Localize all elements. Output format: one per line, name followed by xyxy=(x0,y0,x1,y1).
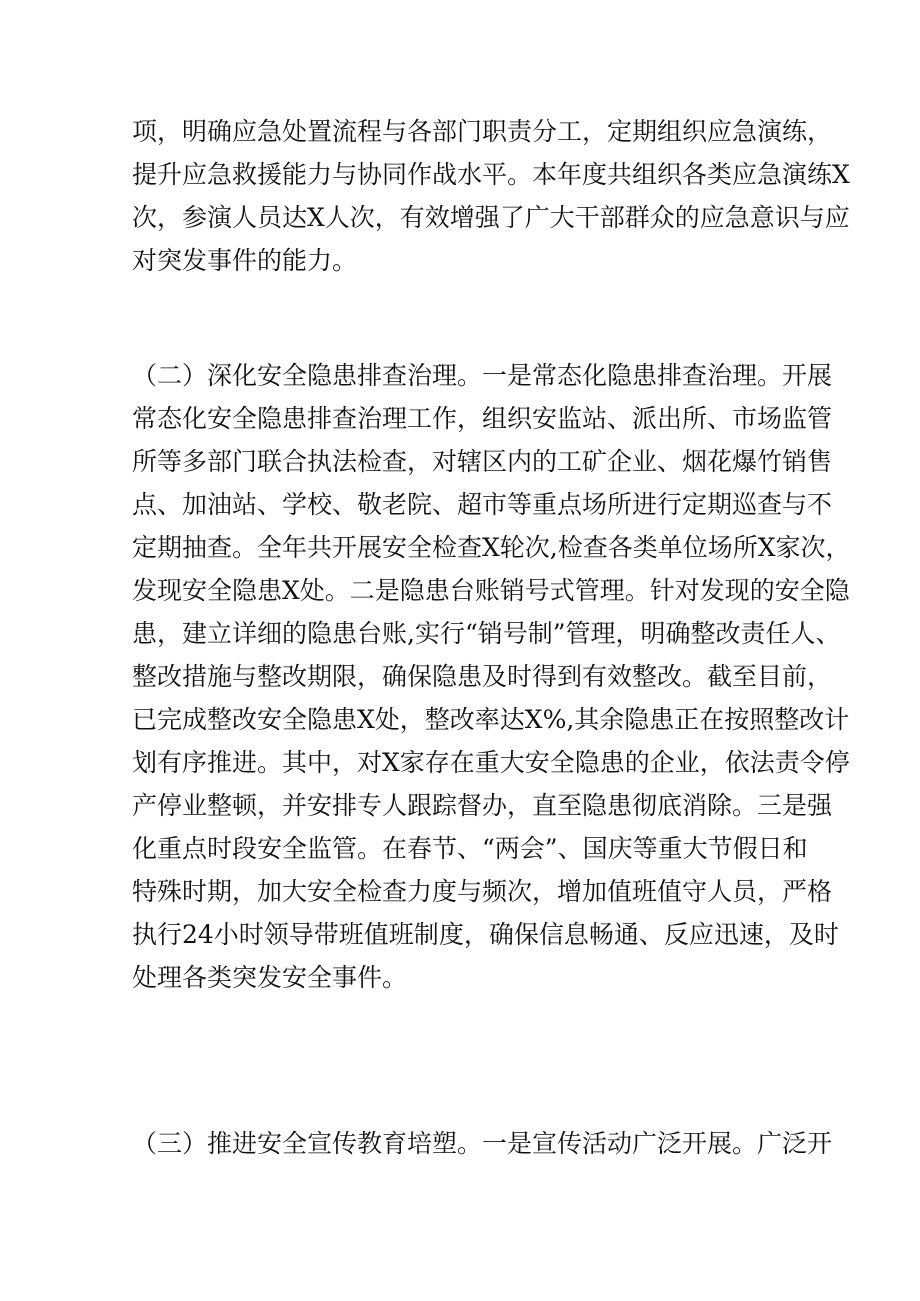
text-line: 整改措施与整改期限，确保隐患及时得到有效整改。截至目前， xyxy=(132,662,833,691)
text-line: 项，明确应急处置流程与各部门职责分工，定期组织应急演练， xyxy=(132,117,833,146)
paragraph-emergency-drills xyxy=(132,110,850,282)
text-line: 发现安全隐患X处。二是隐患台账销号式管理。针对发现的安全隐 xyxy=(132,576,850,605)
text-line: 对突发事件的能力。 xyxy=(132,246,358,275)
text-line: 执行24小时领导带班值班制度，确保信息畅通、反应迅速，及时 xyxy=(132,920,839,949)
text-line: 常态化安全隐患排查治理工作，组织安监站、派出所、市场监管 xyxy=(132,404,833,433)
text-line: 特殊时期，加大安全检查力度与频次，增加值班值守人员，严格 xyxy=(132,877,833,906)
text-line: 所等多部门联合执法检查，对辖区内的工矿企业、烟花爆竹销售 xyxy=(132,447,833,476)
text-line: （三）推进安全宣传教育培塑。一是宣传活动广泛开展。广泛开 xyxy=(132,1129,833,1158)
text-line: 划有序推进。其中，对X家存在重大安全隐患的企业，依法责令停 xyxy=(132,748,850,777)
text-line: 次，参演人员达X人次，有效增强了广大干部群众的应急意识与应 xyxy=(132,203,850,232)
text-line: 点、加油站、学校、敬老院、超市等重点场所进行定期巡查与不 xyxy=(132,490,833,519)
text-line: 已完成整改安全隐患X处，整改率达X%,其余隐患正在按照整改计 xyxy=(132,705,850,734)
paragraph-safety-education xyxy=(132,1122,833,1165)
text-line: 定期抽查。全年共开展安全检查X轮次,检查各类单位场所X家次， xyxy=(132,533,851,562)
text-line: 产停业整顿，并安排专人跟踪督办，直至隐患彻底消除。三是强 xyxy=(132,791,833,820)
text-line: 患，建立详细的隐患台账,实行“销号制”管理，明确整改责任人、 xyxy=(132,619,841,648)
text-line: 化重点时段安全监管。在春节、“两会”、国庆等重大节假日和 xyxy=(132,834,808,863)
text-line: 提升应急救援能力与协同作战水平。本年度共组织各类应急演练X xyxy=(132,160,850,189)
paragraph-hazard-inspection xyxy=(132,354,851,999)
text-line: 处理各类突发安全事件。 xyxy=(132,963,408,992)
text-line: （二）深化安全隐患排查治理。一是常态化隐患排查治理。开展 xyxy=(132,361,833,390)
